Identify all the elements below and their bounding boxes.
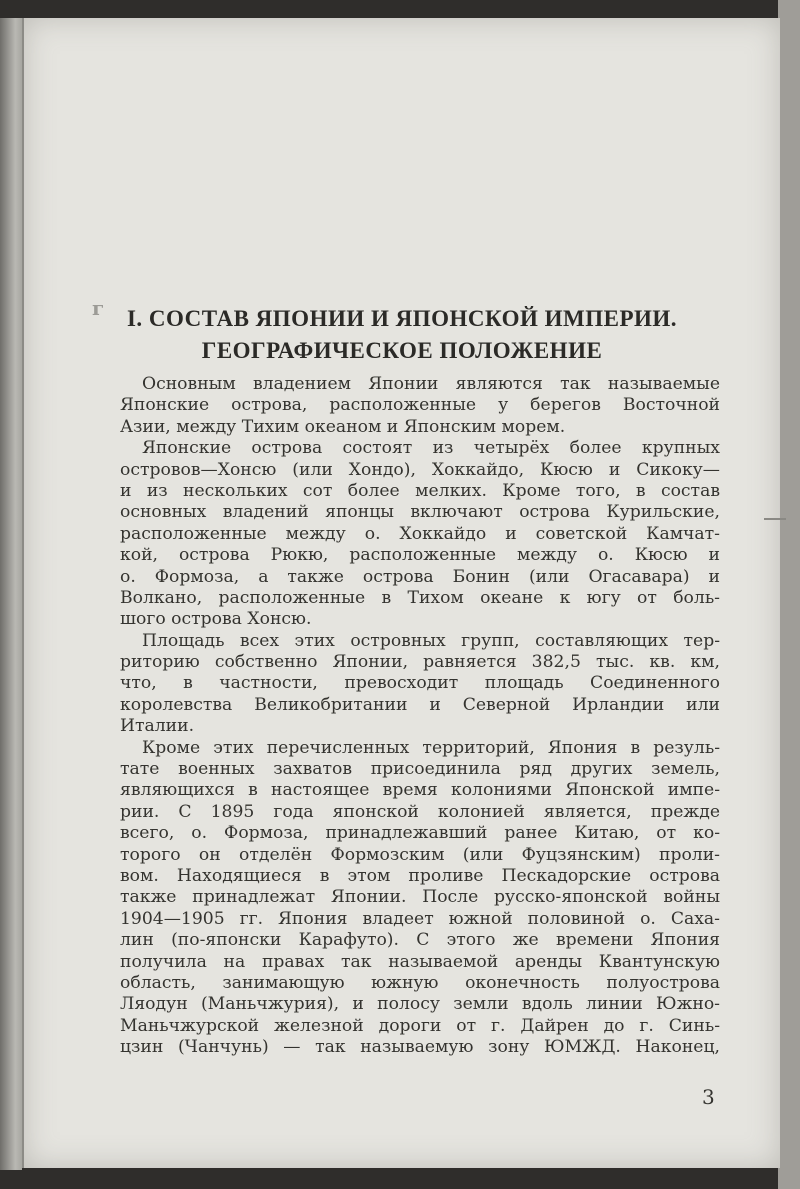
text-line: Основным владением Японии являются так называемые <box>142 374 720 394</box>
book-page <box>22 18 780 1168</box>
text-line: область, занимающую южную оконечность полуострова <box>120 972 720 993</box>
text-line: королевства Великобритании и Северной Ирландии или <box>120 694 720 715</box>
text-line: лин (по-японски Карафуто). С этого же времени Япония <box>120 930 720 951</box>
text-line: вом. Находящиеся в этом проливе Пескадорские острова <box>120 865 720 886</box>
text-line: рии. С 1895 года японской колонией является, прежде <box>120 801 720 822</box>
chapter-heading-line-2: ГЕОГРАФИЧЕСКОЕ ПОЛОЖЕНИЕ <box>201 338 603 363</box>
text-line: Италии. <box>120 716 195 737</box>
left-page-edge <box>0 18 22 1170</box>
text-line: основных владений японцы включают острова Курильские, <box>120 502 720 523</box>
text-line: тате военных захватов присоединила ряд других земель, <box>120 759 720 780</box>
text-line: риторию собственно Японии, равняется 382,5 тыс. кв. км, <box>120 652 720 673</box>
body-text <box>120 374 720 1059</box>
text-line: цзин (Чанчунь) — так называемую зону ЮМЖД. Наконец, <box>120 1037 720 1058</box>
text-line: Площадь всех этих островных групп, составляющих тер- <box>142 630 720 651</box>
text-line: о. Формоза, а также острова Бонин (или Огасавара) и <box>120 566 720 587</box>
text-line: всего, о. Формоза, принадлежавший ранее Китаю, от ко- <box>120 823 720 844</box>
text-line: 1904—1905 гг. Япония владеет южной половиной о. Саха- <box>120 908 720 929</box>
page-number: 3 <box>702 1085 715 1109</box>
text-line: расположенные между о. Хоккайдо и советской Камчат- <box>120 523 720 544</box>
text-line: Кроме этих перечисленных территорий, Япония в резуль- <box>142 737 720 758</box>
text-line: Ляодун (Маньчжурия), и полосу земли вдоль линии Южно- <box>120 994 720 1015</box>
text-line: островов—Хонсю (или Хондо), Хоккайдо, Кюсю и Сикоку— <box>120 459 720 480</box>
text-line: являющихся в настоящее время колониями Японской импе- <box>120 780 720 801</box>
text-line: получила на правах так называемой аренды Квантунскую <box>120 951 720 972</box>
text-line: кой, острова Рюкю, расположенные между о. Кюсю и <box>120 545 720 566</box>
text-line: Японские острова, расположенные у берегов Восточной <box>120 395 720 416</box>
text-line: Японские острова состоят из четырёх более крупных <box>142 438 720 459</box>
text-line: Маньчжурской железной дороги от г. Дайрен до г. Синь- <box>120 1015 720 1036</box>
text-line: Волкано, расположенные в Тихом океане к югу от боль- <box>120 587 720 608</box>
scan-background-strip <box>778 0 800 1189</box>
text-line: что, в частности, превосходит площадь Соединенного <box>120 673 720 694</box>
margin-mark <box>764 518 786 520</box>
text-line: шого острова Хонсю. <box>120 609 312 630</box>
text-line: также принадлежат Японии. После русско-японской войны <box>120 887 720 908</box>
text-line: и из нескольких сот более мелких. Кроме того, в состав <box>120 480 720 501</box>
chapter-heading-line-1: I. СОСТАВ ЯПОНИИ И ЯПОНСКОЙ ИМПЕРИИ. <box>126 306 678 331</box>
text-line: Азии, между Тихим океаном и Японским морем. <box>120 416 566 437</box>
text-line: торого он отделён Формозским (или Фуцзянским) проли- <box>120 844 720 865</box>
stray-print-mark: г <box>92 296 105 320</box>
